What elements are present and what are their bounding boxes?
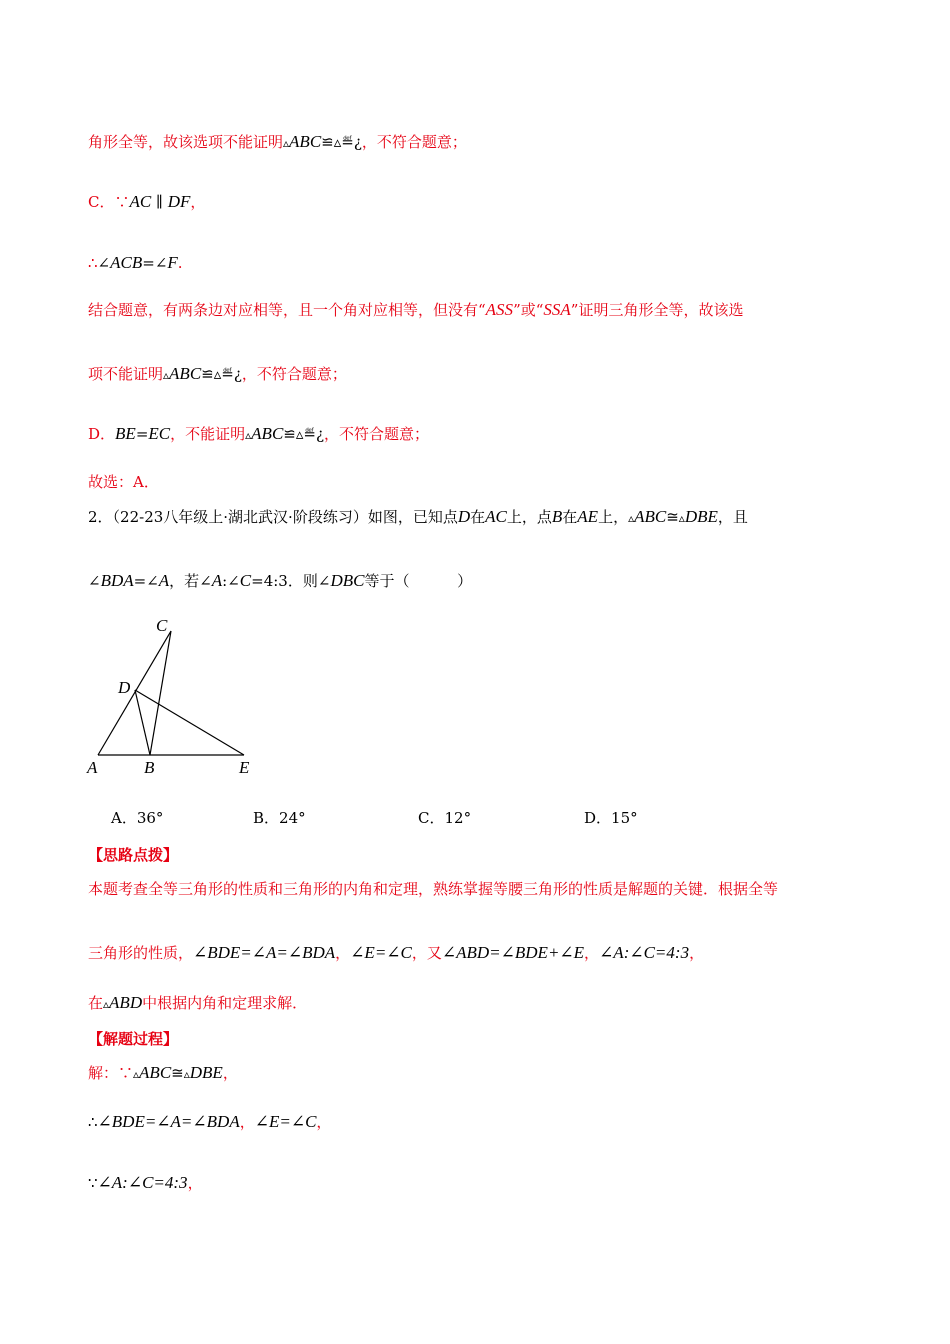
geometry-figure [80, 612, 280, 777]
math: SSA [543, 300, 571, 319]
point-label-B: B [144, 758, 155, 777]
math: B [551, 507, 563, 526]
math: ABC [139, 1063, 172, 1082]
text: ， [190, 193, 206, 211]
math: ASS [485, 300, 514, 319]
text: ．则 [287, 572, 318, 590]
triangle-symbol: ▵ [678, 511, 685, 525]
text: ， [335, 944, 351, 962]
triangle-symbol: ▵ [163, 368, 170, 382]
congruent-symbol: ≌ [283, 425, 296, 443]
math: D [457, 507, 471, 526]
math: F [167, 253, 178, 272]
text: 中根据内角和定理求解． [142, 994, 308, 1012]
math: EC [148, 424, 171, 443]
math: ∠E=∠C [254, 1112, 317, 1131]
text: （22-23八年级上·湖北武汉·阶段练习）如图，已知点 [112, 508, 458, 526]
option-a[interactable] [111, 808, 163, 828]
option-letter: D． [584, 809, 612, 827]
text: ”或“ [513, 301, 544, 319]
prev-answer: 故选：A． [88, 473, 159, 491]
angle-symbol: ∠ [317, 572, 331, 590]
math: AE [577, 507, 599, 526]
math: BE [115, 424, 136, 443]
triangle-symbol: ▵ [103, 997, 110, 1011]
text: ”证明三角形全等，故该选 [570, 301, 744, 319]
text: ， [239, 1113, 255, 1131]
point-label-D: D [118, 678, 131, 697]
prev-line-6 [88, 424, 429, 445]
solution-line-1 [88, 1063, 238, 1084]
text: 在 [88, 994, 104, 1012]
text: ∴ [88, 254, 98, 272]
equals-symbol: = [135, 425, 149, 443]
text: ） [457, 572, 473, 590]
angle-symbol: ∠ [154, 254, 168, 272]
text: ，且 [717, 508, 748, 526]
solution-title: 【解题过程】 [88, 1030, 179, 1048]
math: DBE [189, 1063, 223, 1082]
angle-symbol: ∠ [227, 572, 240, 590]
text: ， [584, 944, 600, 962]
angle-symbol: ∠ [97, 254, 111, 272]
math: DBE [684, 507, 718, 526]
text: 上，点 [506, 508, 552, 526]
math: BDA [100, 571, 134, 590]
garbled-symbols: ▵≝¿ [295, 425, 324, 443]
math: ∠A:∠C=4:3 [97, 1173, 188, 1192]
text: D． [88, 425, 116, 443]
prev-line-3 [88, 253, 183, 273]
option-value: 15° [611, 809, 638, 827]
text: . [177, 254, 183, 272]
math: ABC [169, 364, 202, 383]
option-b[interactable] [253, 808, 306, 828]
text: 等于（ [364, 572, 410, 590]
congruent-symbol: ≌ [321, 133, 334, 151]
math: ∠BDE=∠A=∠BDA [193, 943, 336, 962]
solution-line-3 [88, 1173, 203, 1193]
congruent-symbol: ≅ [171, 1064, 184, 1082]
prev-line-4 [88, 300, 743, 320]
math: ACB [110, 253, 143, 272]
text: ，不符合题意； [241, 365, 347, 383]
math: ∠A:∠C=4:3 [599, 943, 690, 962]
point-label-C: C [156, 616, 168, 635]
text: ，若 [169, 572, 200, 590]
ratio-value: =4:3 [251, 572, 288, 590]
text: ，不符合题意； [361, 133, 467, 151]
prev-line-5 [88, 364, 347, 385]
option-value: 24° [279, 809, 306, 827]
text: 上， [598, 508, 629, 526]
garbled-symbols: ▵≝¿ [333, 133, 362, 151]
option-c[interactable] [418, 808, 471, 828]
hint-paragraph-2 [88, 943, 704, 963]
text: ，又 [411, 944, 442, 962]
equals-symbol: = [142, 254, 155, 272]
text: ∴ [88, 1113, 98, 1131]
triangle-symbol: ▵ [133, 1067, 140, 1081]
triangle-symbol: ▵ [183, 1067, 190, 1081]
question-line-1 [88, 507, 748, 528]
hint-paragraph-1: 本题考查全等三角形的性质和三角形的内角和定理，熟练掌握等腰三角形的性质是解题的关键．根据全等 [88, 880, 779, 898]
math: ABC [634, 507, 667, 526]
text: ， [689, 944, 705, 962]
angle-symbol: ∠ [88, 572, 101, 590]
math: A [211, 571, 223, 590]
math: ABC [251, 424, 284, 443]
math: C [239, 571, 252, 590]
answer-blank [409, 572, 457, 590]
math: DBC [330, 571, 365, 590]
text: 角形全等，故该选项不能证明 [88, 133, 284, 151]
math: A [158, 571, 170, 590]
math: ABD [109, 993, 143, 1012]
triangle-symbol: ▵ [628, 511, 635, 525]
text: 项不能证明 [88, 365, 164, 383]
hint-title: 【思路点拨】 [88, 846, 179, 864]
option-letter: A． [111, 809, 137, 827]
math: ∠E=∠C [350, 943, 412, 962]
text: ， [222, 1064, 238, 1082]
math: DF [167, 192, 191, 211]
equals-symbol: = [133, 572, 147, 590]
text: C．∵ [88, 193, 130, 211]
option-value: 36° [136, 809, 164, 827]
question-line-2 [88, 571, 472, 591]
text: 解：∵ [88, 1064, 134, 1082]
congruent-symbol: ≌ [201, 365, 214, 383]
angle-symbol: ∠ [199, 572, 212, 590]
solution-line-2 [88, 1112, 331, 1132]
option-letter: B． [253, 809, 280, 827]
congruent-symbol: ≅ [666, 508, 679, 526]
math: ABC [289, 132, 322, 151]
math: AC [485, 507, 507, 526]
point-label-A: A [87, 758, 98, 777]
option-d[interactable] [584, 808, 638, 828]
triangle-symbol: ▵ [245, 428, 252, 442]
parallel-symbol: ∥ [151, 193, 168, 211]
text: 在 [562, 508, 578, 526]
math: ∠ABD=∠BDE+∠E [441, 943, 585, 962]
ratio-colon: : [222, 572, 228, 590]
text: ， [187, 1174, 203, 1192]
math: ∠BDE=∠A=∠BDA [97, 1112, 240, 1131]
text: ∵ [88, 1174, 98, 1192]
text: ， [316, 1113, 332, 1131]
option-letter: C． [418, 809, 445, 827]
text: 三角形的性质， [88, 944, 194, 962]
option-value: 12° [444, 809, 472, 827]
point-label-E: E [239, 758, 250, 777]
segment-DB [135, 690, 150, 755]
text: 在 [470, 508, 486, 526]
angle-symbol: ∠ [146, 572, 159, 590]
prev-line-2 [88, 192, 205, 212]
garbled-symbols: ▵≝¿ [213, 365, 242, 383]
hint-paragraph-3 [88, 993, 307, 1014]
prev-line-1 [88, 132, 467, 153]
text: ，不符合题意； [324, 425, 430, 443]
math: AC [129, 192, 152, 211]
triangle-symbol: ▵ [283, 136, 290, 150]
text: 结合题意，有两条边对应相等，且一个角对应相等，但没有“ [88, 301, 486, 319]
question-number: 2． [88, 508, 113, 526]
text: ，不能证明 [170, 425, 246, 443]
